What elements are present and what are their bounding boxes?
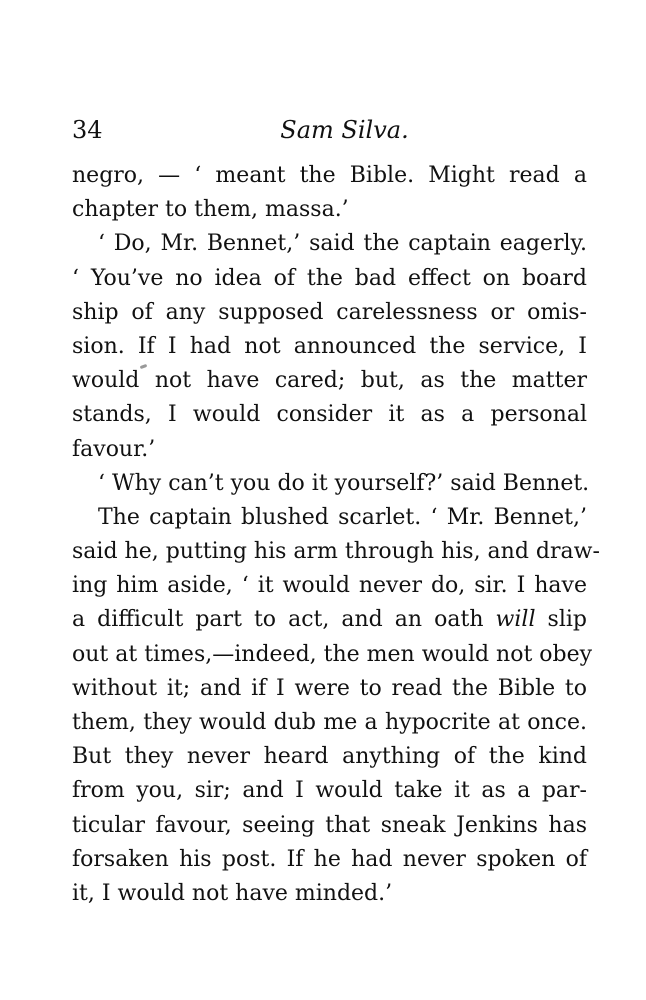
text-line: The captain blushed scarlet. ‘ Mr. Bennet,’ [98, 504, 587, 530]
text-line: negro, — ‘ meant the Bible. Might read a [72, 163, 587, 188]
page-header [72, 113, 587, 147]
text-line: said he, putting his arm through his, and draw- [72, 539, 600, 565]
text-line-with-italic [72, 603, 587, 637]
text-line: ‘ You’ve no idea of the bad effect on board [72, 265, 587, 291]
text-line: But they never heard anything of the kind [72, 744, 587, 770]
text-line: chapter to them, massa.’ [72, 197, 349, 223]
page-number: 34 [72, 116, 103, 144]
text-line: it, I would not have minded.’ [72, 880, 393, 906]
italic-word: will [495, 607, 536, 633]
text-line: stands, I would consider it as a personal [72, 402, 587, 428]
text-line: ‘ Why can’t you do it yourself?’ said Bennet. [98, 470, 590, 496]
text-line: ship of any supposed carelessness or omis- [72, 299, 587, 325]
text-segment: slip [547, 607, 587, 633]
text-line: forsaken his post. If he had never spoken of [72, 846, 587, 872]
text-line: favour.’ [72, 436, 156, 462]
text-line: out at times,—indeed, the men would not obey [72, 641, 593, 667]
text-line: sion. If I had not announced the service, I [72, 333, 587, 359]
text-line: ing him aside, ‘ it would never do, sir. I have [72, 573, 587, 599]
text-line: ‘ Do, Mr. Bennet,’ said the captain eagerly. [98, 231, 587, 257]
text-segment: a difficult part to act, and an oath [72, 607, 484, 633]
text-line: ticular favour, seeing that sneak Jenkins has [72, 812, 587, 838]
text-line: them, they would dub me a hypocrite at once. [72, 710, 587, 735]
text-line: would not have cared; but, as the matter [72, 368, 587, 394]
text-line: without it; and if I were to read the Bible to [72, 675, 587, 701]
body-text [72, 159, 600, 911]
running-title: Sam Silva. [280, 116, 409, 144]
text-line: from you, sir; and I would take it as a par- [72, 778, 587, 804]
